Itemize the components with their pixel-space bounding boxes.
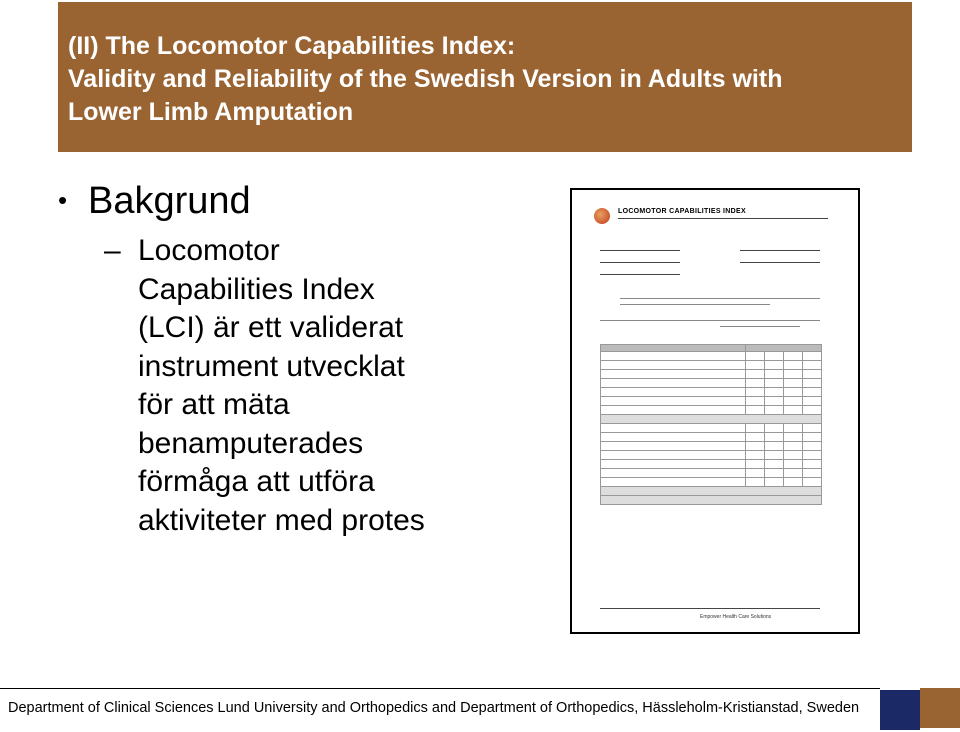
bullet-label: Bakgrund — [88, 180, 251, 222]
sub-bullet-text — [138, 232, 468, 540]
title-line-2: Validity and Reliability of the Swedish Version in Adults with — [68, 65, 783, 93]
dash-icon: – — [104, 234, 121, 267]
form-field-line — [600, 274, 680, 275]
sub-line: aktiviteter med protes — [138, 503, 425, 537]
sub-line: Locomotor — [138, 234, 280, 267]
title-line-1: (II) The Locomotor Capabilities Index: — [68, 32, 516, 60]
bullet-item — [58, 178, 251, 223]
form-field-line — [740, 262, 820, 263]
form-field-line — [740, 250, 820, 251]
form-title: LOCOMOTOR CAPABILITIES INDEX — [618, 208, 746, 215]
form-logo — [594, 208, 610, 224]
form-footer: Empower Health Care Solutions — [700, 614, 772, 620]
footer-navy-square — [880, 690, 920, 730]
form-table — [600, 344, 822, 505]
sub-line: Capabilities Index — [138, 272, 375, 306]
sub-line: benamputerades — [138, 426, 364, 460]
form-text-line — [620, 304, 770, 305]
sub-line: instrument utvecklat — [138, 349, 405, 383]
form-text-line — [720, 326, 800, 327]
form-field-line — [600, 262, 680, 263]
footer-divider — [0, 688, 880, 689]
lci-form-image — [570, 188, 860, 634]
form-text-line — [620, 298, 820, 299]
form-rule — [618, 218, 828, 219]
footer-text: Department of Clinical Sciences Lund University and Orthopedics and Department of Orthopedics, Hässleholm-Kristianstad, Sweden — [8, 700, 860, 716]
sub-line: förmåga att utföra — [138, 465, 375, 498]
footer-brand-square — [920, 688, 960, 728]
title-line-3: Lower Limb Amputation — [68, 98, 354, 126]
sub-line: (LCI) är ett validerat — [138, 311, 404, 344]
form-text-line — [600, 320, 820, 321]
sub-line: för att mäta — [138, 388, 290, 421]
form-page — [590, 202, 840, 622]
form-field-line — [600, 250, 680, 251]
bullet-dot-icon: • — [58, 185, 68, 215]
slide-title — [68, 30, 898, 129]
form-rule — [600, 608, 820, 609]
